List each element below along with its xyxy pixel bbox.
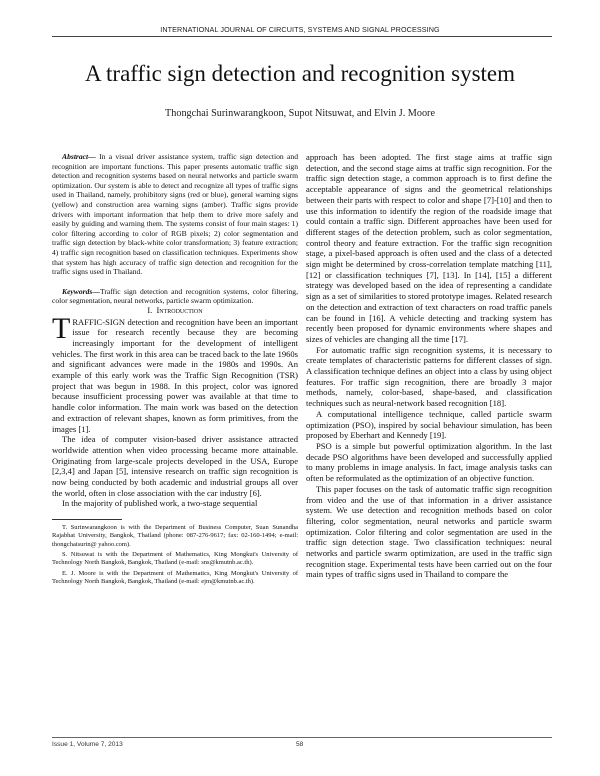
- journal-header: INTERNATIONAL JOURNAL OF CIRCUITS, SYSTEMS AND SIGNAL PROCESSING: [160, 25, 440, 34]
- footnote-1: T. Surinwarangkoon is with the Department of Business Computer, Suan Sunandha Rajabhat University, Bangkok, Thailand (phone: 087-276-9617; fax: 02-160-1494; e-mail: thongchaisurin@ yahoo.com).: [52, 524, 298, 548]
- section-title: Introduction: [156, 305, 203, 315]
- abstract-text: In a visual driver assistance system, traffic sign detection and recognition are important functions. This paper presents automatic traffic sign detection and recognition systems based on neural networks and particle swarm optimization. Our system is able to detect and recognize all types of traffic signs used in Thailand, namely, prohibitory signs (red or blue), general warning signs (yellow) and construction area warning signs (amber). Traffic signs provide drivers with important information that help them to drive more safely and easily by guiding and warning them. The systems consist of four main stages: 1) color filtering according to color of RGB pixels; 2) color segmentation and traffic sign detection by black-white color transformation; 3) feature extraction; 4) traffic sign recognition based on classification techniques. Experiments show that system has high accuracy of traffic sign detection and recognition for the traffic signs used in Thailand.: [52, 152, 298, 277]
- intro-paragraph-1: [52, 311, 298, 435]
- keywords-text: Traffic sign detection and recognition systems, color filtering, color segmentation, neural networks, particle swarm optimization.: [52, 286, 298, 306]
- right-paragraph-4: PSO is a simple but powerful optimization algorithm. In the last decade PSO algorithms have been developed and successfully applied to many problems in image analysis. In fact, image analysis tasks can often be reformulated as the optimization of an objective function.: [306, 440, 552, 484]
- right-column: [306, 152, 552, 580]
- drop-cap: T: [52, 311, 71, 345]
- section-heading: [52, 306, 298, 317]
- abstract: [52, 152, 298, 277]
- keywords-label: Keywords—: [62, 286, 100, 296]
- footnote-2: S. Nitsuwat is with the Department of Mathematics, King Mongkut's University of Technology North Bangkok, Bangkok, Thailand (e-mail: sns@kmutnb.ac.th).: [52, 551, 298, 567]
- paper-title: A traffic sign detection and recognition system: [84, 61, 516, 86]
- footer-issue: Issue 1, Volume 7, 2013: [52, 741, 123, 748]
- paper-authors: Thongchai Surinwarangkoon, Supot Nitsuwat, and Elvin J. Moore: [165, 108, 435, 119]
- left-column: [52, 152, 298, 588]
- page-number: 58: [296, 741, 304, 748]
- header-rule: [52, 36, 552, 37]
- footer-rule: [52, 737, 552, 738]
- right-paragraph-1: approach has been adopted. The first stage aims at traffic sign detection, and the second stage aims at traffic sign recognition. For the traffic sign detection stage, a common approach is to first define the acceptable appearance of signs and the geometrical relationships between their parts with respect to color and shape [7]-[10] and then to use this information to identify the region of the roadside image that could contain a traffic sign. Different approaches have been used for different stages of the detection problem, such as color segmentation, control theory and feature extraction. For the traffic sign recognition stage, a pixel-based approach is often used and the class of a detected sign might be determined by cross-correlation template matching [11], [12] or classification techniques [7], [13]. In [14], [15] a different strategy was developed based on the idea of representing a candidate sign as a set of similarities to stored prototype images. Related research on the detection and extraction of text characters on road traffic panels can be found in [16]. A vehicle detecting and tracking system has recently been proposed for dynamic environments where shapes and sizes of vehicles are changing all the time [17].: [306, 152, 552, 344]
- footnote-3: E. J. Moore is with the Department of Mathematics, King Mongkut's University of Technology North Bangkok, Bangkok, Thailand (e-mail: ejm@kmutnb.ac.th).: [52, 569, 298, 585]
- right-paragraph-3: A computational intelligence technique, called particle swarm optimization (PSO), inspired by social behaviour simulation, has been proposed by Eberhart and Kennedy [19].: [306, 408, 552, 441]
- abstract-label: Abstract—: [62, 152, 96, 161]
- footnote-rule: [52, 519, 122, 520]
- right-paragraph-2: For automatic traffic sign recognition systems, it is necessary to create templates of characteristic patterns for different classes of sign. A classification technique defines an object into a class by using object features. For traffic sign recognition, there are broadly 3 major methods, namely, color-based, shape-based, and classification techniques such as neural-network based recognition [18].: [306, 344, 552, 409]
- intro-paragraph-2: The idea of computer vision-based driver assistance attracted worldwide attention when video processing became more attainable. Originating from large-scale projects developed in the USA, Europe [2,3,4] and Japan [5], intensive research on traffic sign recognition is now being conducted by both academic and industrial groups all over the world, often in close association with the car industry [6].: [52, 434, 298, 498]
- section-number: I.: [147, 305, 153, 315]
- right-paragraph-5: This paper focuses on the task of automatic traffic sign recognition from video and the use of that information in a driver assistance system. We use detection and recognition methods based on color filtering, color segmentation, neural networks and particle swarm optimization. Color filtering and color segmentation are used in the traffic sign detection stage. Two classification techniques: neural networks and particle swarm optimization, are used in the traffic sign recognition stage. Experimental tests have been carried out on the four main types of traffic signs used in Thailand to compare the: [306, 483, 552, 580]
- keywords: [52, 287, 298, 306]
- left-body: [52, 311, 298, 510]
- intro-paragraph-3: In the majority of published work, a two-stage sequential: [62, 498, 258, 509]
- intro-paragraph-1-text: RAFFIC-SIGN detection and recognition have been an important issue for research recently because they are becoming increasingly important for the development of intelligent vehicles. The first work in this area can be traced back to the late 1960s and significant advances were made in the 1980s and 1990s. An example of this early work was the Traffic Sign Recognition (TSR) project that was begun in 1988. In this project, color was ignored because insufficient processing power was available at that time to handle color information. The main work was based on the detection and extraction of relevant shapes, known as form primitives, from the images [1].: [52, 316, 298, 434]
